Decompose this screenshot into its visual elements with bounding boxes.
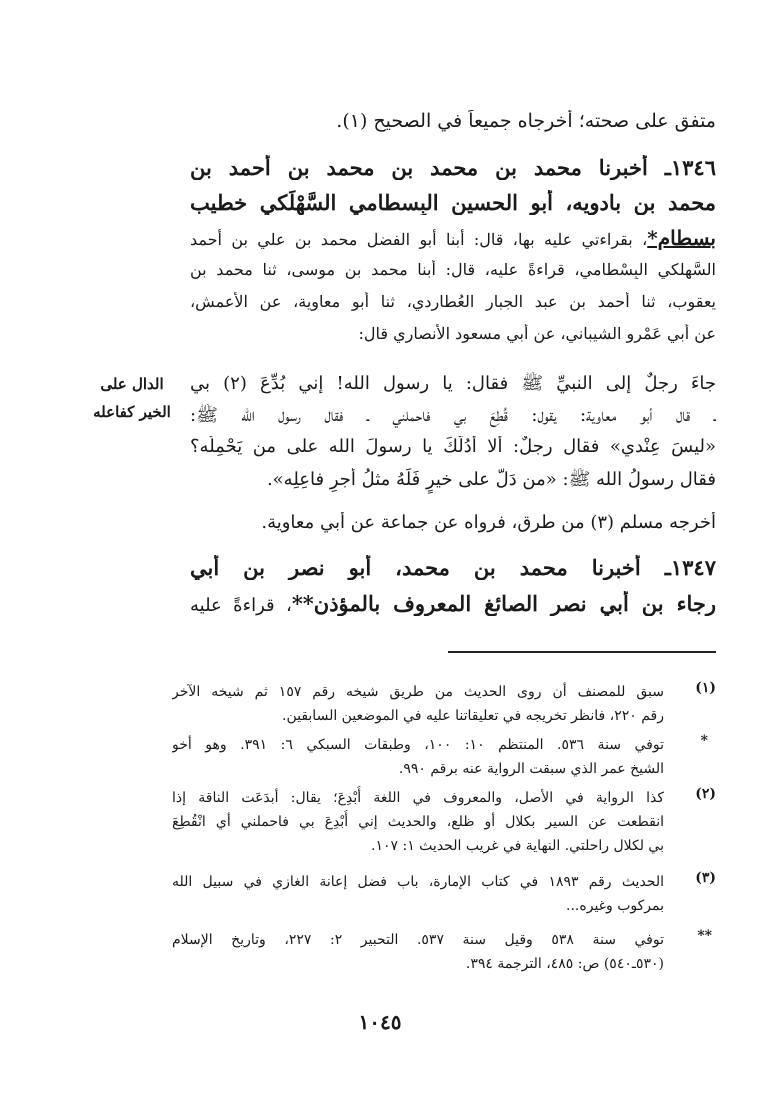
footnote-line: انقطعت عن السير بكلال أو ظلع، والحديث إني أُبْدِعَ بي فاحملني أي انْقُطِعَ [172, 814, 664, 830]
footnote-line: الحديث رقم ١٨٩٣ في كتاب الإمارة، باب فضل إعانة الغازي في سبيل الله [172, 874, 664, 890]
margin-note-line-1: الدال على [100, 375, 164, 393]
footnote-line: الشيخ عمر الذي سبقت الرواية عنه برقم ٩٩٠. [398, 761, 664, 777]
footnote-2 [172, 786, 716, 860]
footnote-divider [448, 651, 716, 653]
hadith-1346-line-4: السَّهلكي البِسْطامي، قراءةً عليه، قال: أبنا محمد بن موسى، ثنا محمد بن [190, 260, 716, 279]
hadith-text-line-4: فقال رسولُ الله ﷺ: «من دَلَّ على خيرٍ فَلَهُ مثلُ أجرِ فاعِلِه». [266, 469, 716, 490]
hadith-1346-line-1: ١٣٤٦ـ أخبرنا محمد بن محمد بن محمد بن أحمد بن [190, 155, 716, 180]
footnote-line: (٥٣٠ـ٥٤٠) ص: ٤٨٥، الترجمة ٣٩٤. [465, 956, 664, 972]
footnote-star [172, 733, 716, 783]
opening-line: متفق على صحته؛ أخرجاه جميعاً في الصحيح (١). [336, 110, 716, 132]
hadith-1346-line-5: يعقوب، ثنا أحمد بن عبد الجبار العُطاردي، ثنا أبو معاوية، عن الأعمش، [190, 292, 716, 311]
narration-chain: ، بقراءتي عليه بها، قال: أبنا أبو الفضل محمد بن علي بن أحمد [190, 230, 648, 249]
hadith-1346-line-2: محمد بن بادويه، أبو الحسين البِسطامي السَّهْلَكي خطيب [190, 190, 716, 215]
hadith-1346-line-3 [190, 226, 716, 250]
footnote-double-star [172, 928, 716, 978]
margin-note [72, 370, 192, 426]
narration-chain-1347: ، قراءةً عليه [190, 595, 292, 616]
narrator-name-1347: رجاء بن أبي نصر الصائغ المعروف بالمؤذن** [291, 591, 716, 616]
footnote-line: بمركوب وغيره... [566, 898, 664, 914]
footnote-line: توفي سنة ٥٣٨ وقيل سنة ٥٣٧. التحبير ٢: ٢٢٧، وتاريخ الإسلام [172, 932, 664, 948]
hadith-1347-line-1: ١٣٤٧ـ أخبرنا محمد بن محمد، أبو نصر بن أبي [190, 555, 716, 580]
hadith-text-line-1: جاءَ رجلٌ إلى النبيِّ ﷺ فقال: يا رسول الله! إني بُدِّعَ (٢) بي [190, 373, 716, 394]
footnote-line: رقم ٢٢٠، فانظر تخريجه في تعليقاتنا عليه في الموضعين السابقين. [282, 708, 664, 724]
footnote-line: سبق للمصنف أن روى الحديث من طريق شيخه رقم ١٥٧ ثم شيخه الآخر [172, 684, 664, 700]
takhrij-line: أخرجه مسلم (٣) من طرق، فرواه عن جماعة عن أبي معاوية. [261, 512, 716, 533]
narrator-name: بسطام* [647, 226, 716, 250]
footnote-mark: * [700, 733, 708, 749]
footnote-line: بي لكلال راحلتي. النهاية في غريب الحديث ١: ١٠٧. [371, 838, 664, 854]
footnote-mark: (٢) [695, 786, 716, 802]
hadith-text-line-2: ـ قال أبو معاوية: يقول: قُطِعَ بي فاحملني ـ فقال رسول الله ﷺ: [190, 405, 716, 426]
main-text [190, 0, 716, 640]
hadith-text-line-3: «ليسَ عِنْدي» فقال رجلٌ: ألا أَدُلُّكَ يا رسولَ الله على من يَحْمِلُه؟ [190, 436, 716, 457]
footnote-mark: ** [697, 928, 712, 944]
footnote-mark: (١) [695, 680, 716, 696]
footnote-mark: (٣) [695, 870, 716, 886]
hadith-1346-line-6: عن أبي عَمْرو الشيباني، عن أبي مسعود الأنصاري قال: [358, 324, 716, 343]
page-number: ١٠٤٥ [358, 1010, 402, 1034]
hadith-1347-line-2 [190, 591, 716, 616]
footnote-line: كذا الرواية في الأصل، والمعروف في اللغة أُبْدِعَ؛ يقال: أبدَعَت الناقة إذا [172, 790, 664, 806]
footnote-3 [172, 870, 716, 920]
margin-note-line-2: الخير كفاعله [93, 403, 171, 421]
footnote-line: توفي سنة ٥٣٦. المنتظم ١٠: ١٠٠، وطبقات السبكي ٦: ٣٩١. وهو أخو [172, 737, 664, 753]
footnote-1 [172, 680, 716, 730]
